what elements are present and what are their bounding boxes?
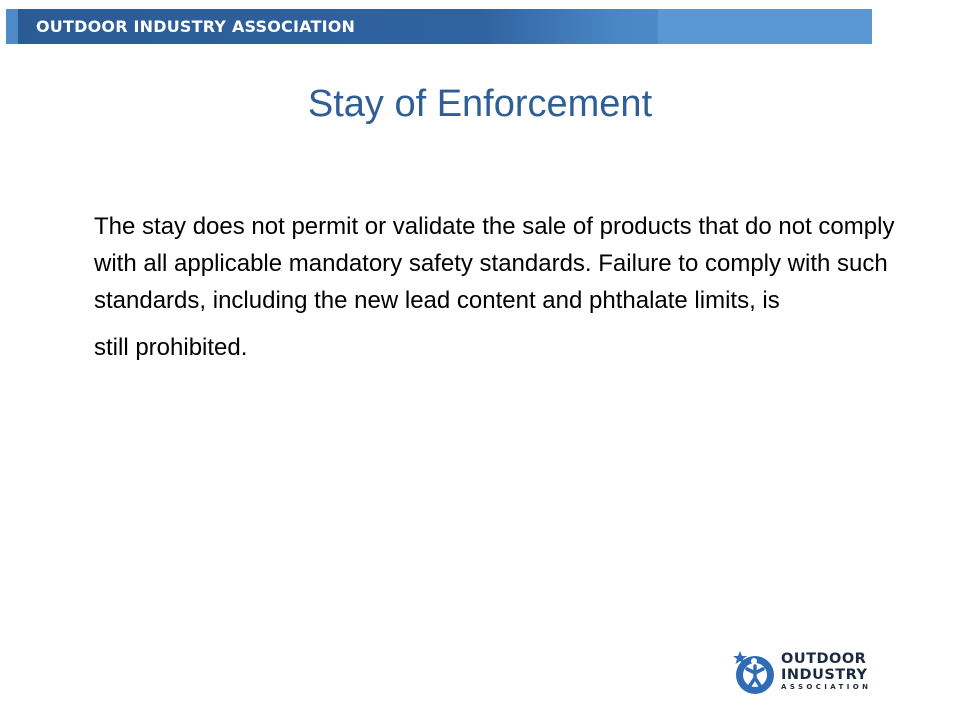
header-bar-edge (6, 9, 18, 44)
organization-logo (732, 645, 892, 700)
logo-line-1: OUTDOOR (781, 651, 867, 667)
climber-logo-icon (732, 645, 780, 700)
header-bar-accent (658, 9, 872, 44)
logo-line-2: INDUSTRY (781, 667, 868, 683)
body-text-main: The stay does not permit or validate the sale of products that do not comply with all applicable mandatory safety standards. Failure to comply with such standards, including the new lead content and phthalate limits, is (94, 213, 895, 314)
header-bar (6, 9, 872, 44)
body-text-last-line: still prohibited. (94, 334, 248, 361)
header-title: OUTDOOR INDUSTRY ASSOCIATION (36, 17, 356, 36)
slide-title: Stay of Enforcement (307, 83, 653, 125)
logo-wordmark (781, 651, 871, 692)
logo-line-3: ASSOCIATION (781, 683, 872, 691)
body-text (94, 208, 904, 366)
